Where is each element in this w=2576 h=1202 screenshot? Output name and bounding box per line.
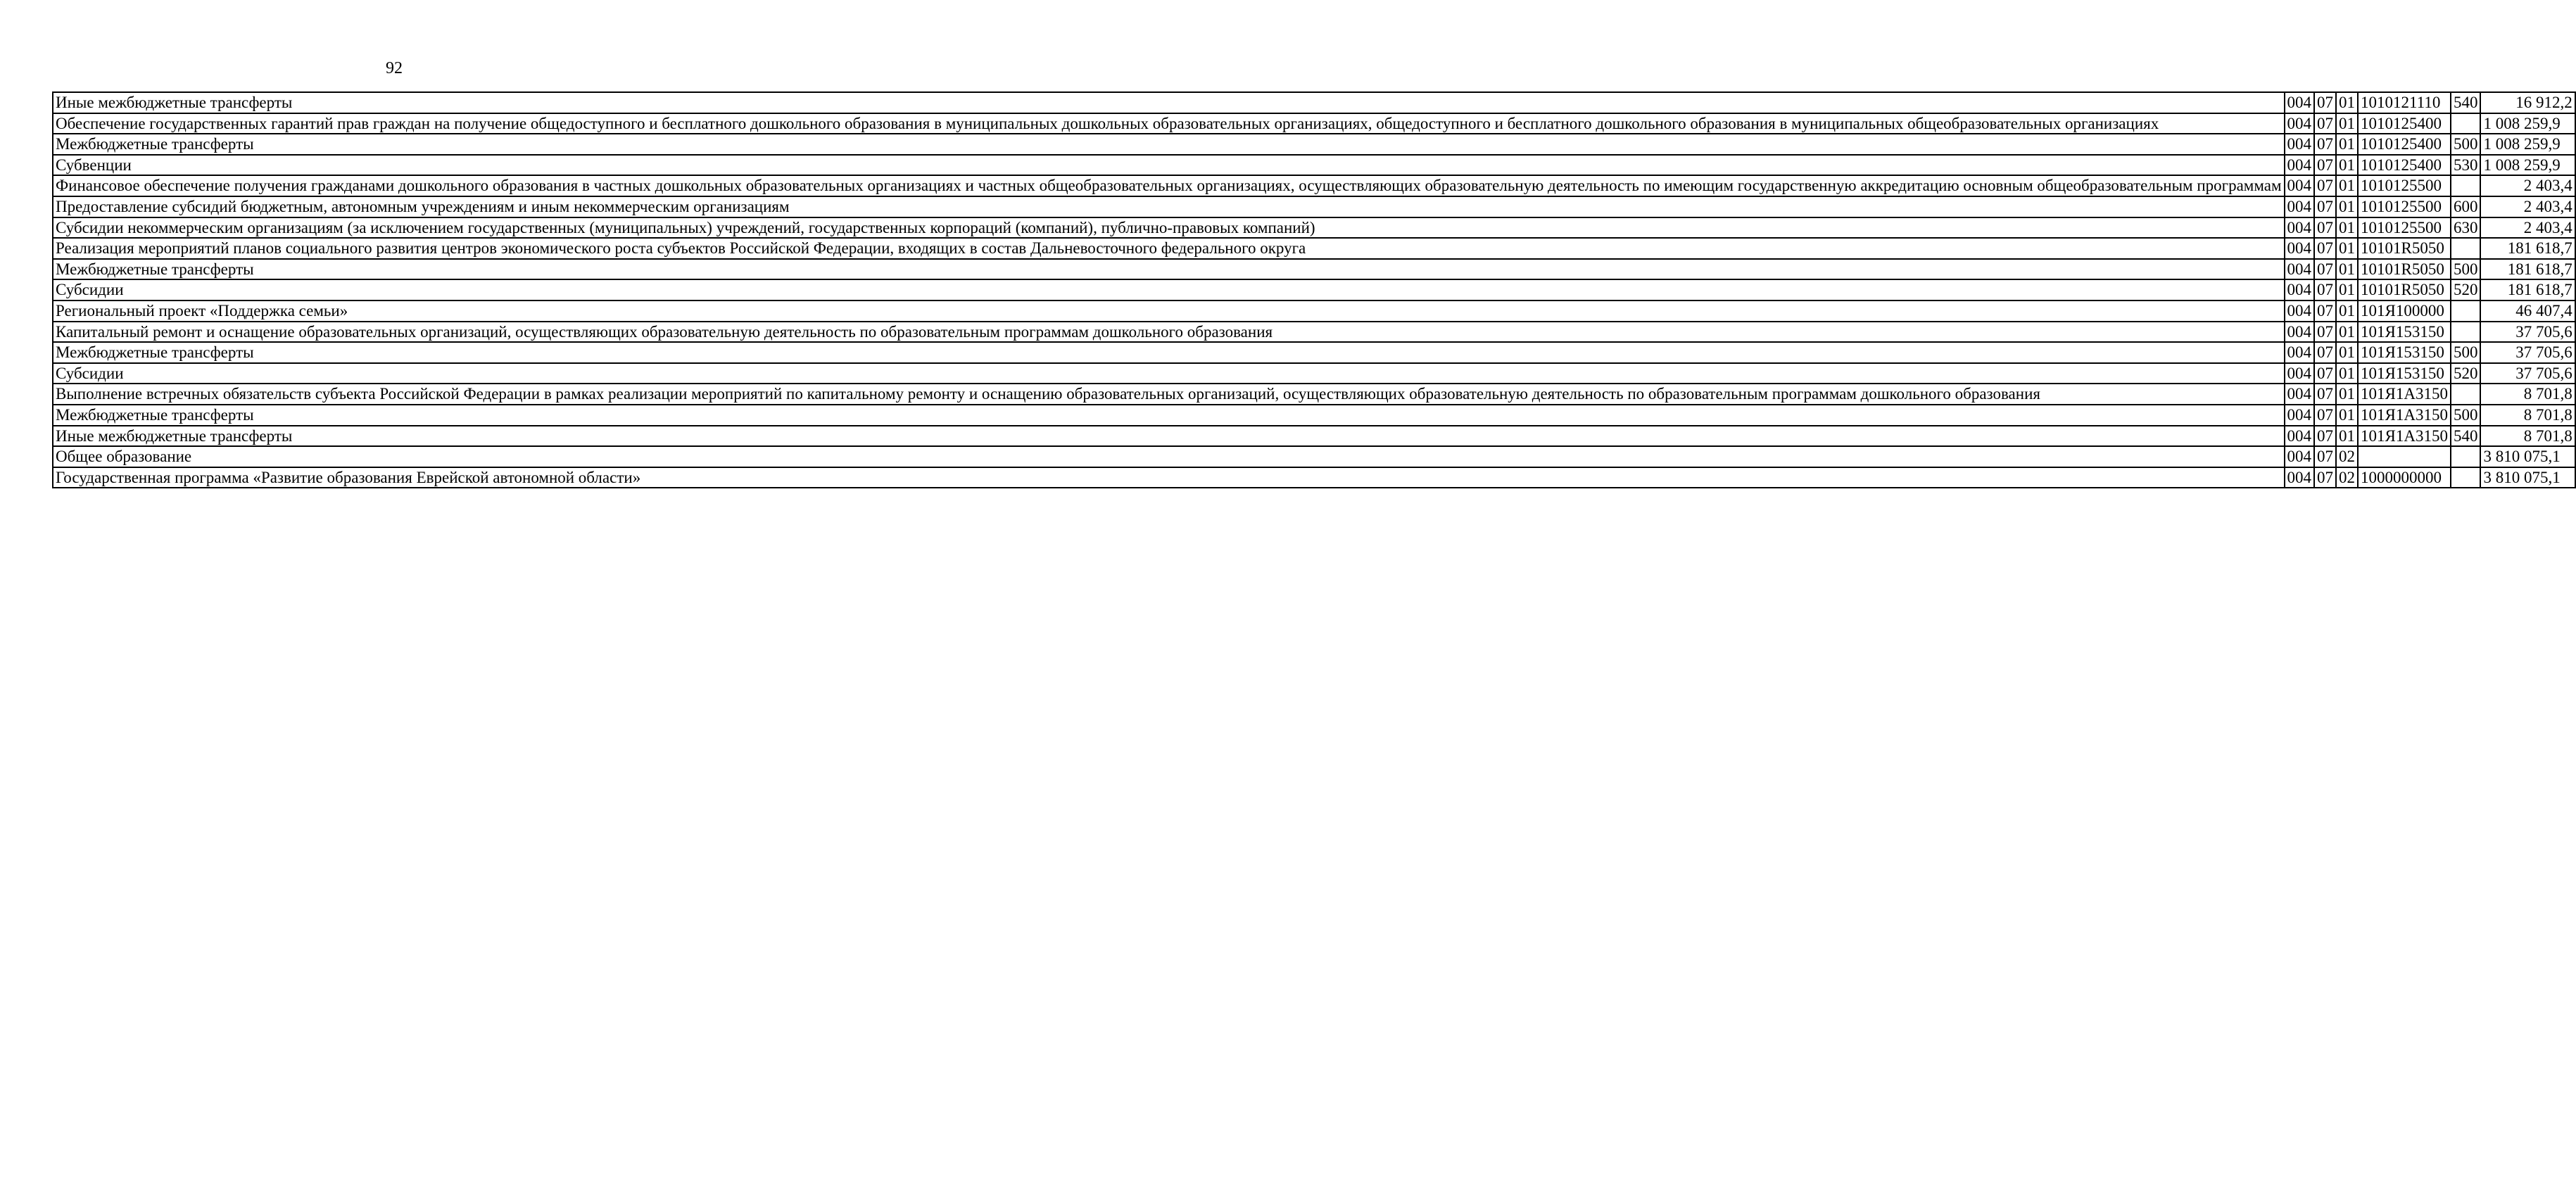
item-name-cell: Реализация мероприятий планов социального развития центров экономического роста субъектов Российской Федерации, входящих в состав Дальневосточного федерального округа [53, 238, 2285, 259]
target-article-cell: 1010125400 [2358, 155, 2451, 176]
table-row [53, 196, 2575, 217]
subsection-code-cell: 01 [2336, 426, 2358, 447]
target-article-cell: 101Я153150 [2358, 363, 2451, 384]
subsection-code-cell: 01 [2336, 155, 2358, 176]
expense-type-cell [2451, 113, 2481, 134]
target-article-cell: 101Я1А3150 [2358, 405, 2451, 426]
expense-type-cell: 500 [2451, 342, 2481, 363]
expense-type-cell [2451, 238, 2481, 259]
table-row [53, 405, 2575, 426]
expense-type-cell: 500 [2451, 405, 2481, 426]
table-row [53, 92, 2575, 113]
target-article-cell: 1010125500 [2358, 217, 2451, 239]
item-name-cell: Выполнение встречных обязательств субъекта Российской Федерации в рамках реализации мероприятий по капитальному ремонту и оснащению образовательных организаций, осуществляющих образовательную деятельность по образовательным программам дошкольного образования [53, 384, 2285, 405]
amount-cell: 2 403,4 [2480, 175, 2575, 196]
target-article-cell [2358, 446, 2451, 467]
amount-cell: 8 701,8 [2480, 405, 2575, 426]
amount-cell: 46 407,4 [2480, 300, 2575, 322]
section-code-cell: 07 [2314, 300, 2336, 322]
subsection-code-cell: 01 [2336, 217, 2358, 239]
subsection-code-cell: 01 [2336, 300, 2358, 322]
ministry-code-cell: 004 [2285, 134, 2315, 155]
amount-cell: 181 618,7 [2480, 238, 2575, 259]
item-name-cell: Государственная программа «Развитие образования Еврейской автономной области» [53, 467, 2285, 488]
expense-type-cell: 530 [2451, 155, 2481, 176]
target-article-cell: 1010121110 [2358, 92, 2451, 113]
page-number: 92 [386, 59, 403, 77]
target-article-cell: 101Я153150 [2358, 342, 2451, 363]
item-name-cell: Межбюджетные трансферты [53, 342, 2285, 363]
subsection-code-cell: 01 [2336, 363, 2358, 384]
subsection-code-cell: 01 [2336, 134, 2358, 155]
section-code-cell: 07 [2314, 113, 2336, 134]
ministry-code-cell: 004 [2285, 259, 2315, 280]
amount-cell: 2 403,4 [2480, 217, 2575, 239]
ministry-code-cell: 004 [2285, 405, 2315, 426]
ministry-code-cell: 004 [2285, 342, 2315, 363]
expense-type-cell: 600 [2451, 196, 2481, 217]
expense-type-cell [2451, 322, 2481, 343]
expense-type-cell [2451, 175, 2481, 196]
ministry-code-cell: 004 [2285, 467, 2315, 488]
item-name-cell: Региональный проект «Поддержка семьи» [53, 300, 2285, 322]
section-code-cell: 07 [2314, 405, 2336, 426]
target-article-cell: 10101R5050 [2358, 238, 2451, 259]
section-code-cell: 07 [2314, 342, 2336, 363]
item-name-cell: Капитальный ремонт и оснащение образовательных организаций, осуществляющих образовательную деятельность по образовательным программам дошкольного образования [53, 322, 2285, 343]
item-name-cell: Межбюджетные трансферты [53, 134, 2285, 155]
ministry-code-cell: 004 [2285, 279, 2315, 300]
section-code-cell: 07 [2314, 175, 2336, 196]
ministry-code-cell: 004 [2285, 322, 2315, 343]
item-name-cell: Субсидии некоммерческим организациям (за исключением государственных (муниципальных) учреждений, государственных корпораций (компаний), публично-правовых компаний) [53, 217, 2285, 239]
section-code-cell: 07 [2314, 134, 2336, 155]
ministry-code-cell: 004 [2285, 363, 2315, 384]
item-name-cell: Финансовое обеспечение получения гражданами дошкольного образования в частных дошкольных образовательных организациях и частных общеобразовательных организациях, осуществляющих образовательную деятельность по имеющим государственную аккредитацию основным общеобразовательным программам [53, 175, 2285, 196]
table-row [53, 300, 2575, 322]
subsection-code-cell: 01 [2336, 279, 2358, 300]
subsection-code-cell: 01 [2336, 92, 2358, 113]
amount-cell: 37 705,6 [2480, 363, 2575, 384]
table-row [53, 279, 2575, 300]
section-code-cell: 07 [2314, 426, 2336, 447]
subsection-code-cell: 01 [2336, 322, 2358, 343]
ministry-code-cell: 004 [2285, 426, 2315, 447]
expense-type-cell [2451, 467, 2481, 488]
section-code-cell: 07 [2314, 217, 2336, 239]
item-name-cell: Предоставление субсидий бюджетным, автономным учреждениям и иным некоммерческим организациям [53, 196, 2285, 217]
ministry-code-cell: 004 [2285, 175, 2315, 196]
item-name-cell: Иные межбюджетные трансферты [53, 426, 2285, 447]
subsection-code-cell: 02 [2336, 446, 2358, 467]
subsection-code-cell: 01 [2336, 196, 2358, 217]
budget-table-body [53, 92, 2575, 488]
amount-cell: 181 618,7 [2480, 259, 2575, 280]
expense-type-cell [2451, 300, 2481, 322]
expense-type-cell: 520 [2451, 363, 2481, 384]
subsection-code-cell: 01 [2336, 238, 2358, 259]
expense-type-cell: 540 [2451, 426, 2481, 447]
table-row [53, 134, 2575, 155]
ministry-code-cell: 004 [2285, 155, 2315, 176]
section-code-cell: 07 [2314, 279, 2336, 300]
target-article-cell: 1000000000 [2358, 467, 2451, 488]
target-article-cell: 101Я100000 [2358, 300, 2451, 322]
amount-cell: 37 705,6 [2480, 322, 2575, 343]
expense-type-cell: 500 [2451, 259, 2481, 280]
section-code-cell: 07 [2314, 384, 2336, 405]
item-name-cell: Общее образование [53, 446, 2285, 467]
target-article-cell: 1010125500 [2358, 196, 2451, 217]
table-row [53, 259, 2575, 280]
table-row [53, 238, 2575, 259]
amount-cell: 1 008 259,9 [2480, 155, 2575, 176]
item-name-cell: Субсидии [53, 363, 2285, 384]
ministry-code-cell: 004 [2285, 238, 2315, 259]
amount-cell: 8 701,8 [2480, 384, 2575, 405]
amount-cell: 3 810 075,1 [2480, 446, 2575, 467]
expense-type-cell: 630 [2451, 217, 2481, 239]
expense-type-cell: 500 [2451, 134, 2481, 155]
target-article-cell: 101Я1А3150 [2358, 426, 2451, 447]
ministry-code-cell: 004 [2285, 92, 2315, 113]
section-code-cell: 07 [2314, 363, 2336, 384]
subsection-code-cell: 01 [2336, 259, 2358, 280]
subsection-code-cell: 01 [2336, 113, 2358, 134]
ministry-code-cell: 004 [2285, 196, 2315, 217]
amount-cell: 1 008 259,9 [2480, 134, 2575, 155]
subsection-code-cell: 02 [2336, 467, 2358, 488]
ministry-code-cell: 004 [2285, 446, 2315, 467]
ministry-code-cell: 004 [2285, 217, 2315, 239]
section-code-cell: 07 [2314, 446, 2336, 467]
section-code-cell: 07 [2314, 92, 2336, 113]
target-article-cell: 101Я1А3150 [2358, 384, 2451, 405]
ministry-code-cell: 004 [2285, 113, 2315, 134]
table-row [53, 446, 2575, 467]
section-code-cell: 07 [2314, 467, 2336, 488]
table-row [53, 342, 2575, 363]
table-row [53, 426, 2575, 447]
table-row [53, 113, 2575, 134]
table-row [53, 155, 2575, 176]
target-article-cell: 1010125500 [2358, 175, 2451, 196]
item-name-cell: Межбюджетные трансферты [53, 405, 2285, 426]
target-article-cell: 1010125400 [2358, 134, 2451, 155]
item-name-cell: Иные межбюджетные трансферты [53, 92, 2285, 113]
table-row [53, 217, 2575, 239]
subsection-code-cell: 01 [2336, 384, 2358, 405]
subsection-code-cell: 01 [2336, 342, 2358, 363]
item-name-cell: Обеспечение государственных гарантий прав граждан на получение общедоступного и бесплатного дошкольного образования в муниципальных дошкольных образовательных организациях, общедоступного и бесплатного дошкольного образования в муниципальных общеобразовательных организациях [53, 113, 2285, 134]
table-row [53, 322, 2575, 343]
table-row [53, 467, 2575, 488]
amount-cell: 2 403,4 [2480, 196, 2575, 217]
table-row [53, 175, 2575, 196]
amount-cell: 8 701,8 [2480, 426, 2575, 447]
ministry-code-cell: 004 [2285, 384, 2315, 405]
item-name-cell: Межбюджетные трансферты [53, 259, 2285, 280]
amount-cell: 3 810 075,1 [2480, 467, 2575, 488]
expense-type-cell: 520 [2451, 279, 2481, 300]
table-row [53, 384, 2575, 405]
subsection-code-cell: 01 [2336, 175, 2358, 196]
target-article-cell: 10101R5050 [2358, 279, 2451, 300]
section-code-cell: 07 [2314, 238, 2336, 259]
budget-table [52, 91, 2576, 488]
amount-cell: 16 912,2 [2480, 92, 2575, 113]
section-code-cell: 07 [2314, 322, 2336, 343]
expense-type-cell: 540 [2451, 92, 2481, 113]
subsection-code-cell: 01 [2336, 405, 2358, 426]
target-article-cell: 10101R5050 [2358, 259, 2451, 280]
amount-cell: 37 705,6 [2480, 342, 2575, 363]
target-article-cell: 1010125400 [2358, 113, 2451, 134]
section-code-cell: 07 [2314, 155, 2336, 176]
item-name-cell: Субвенции [53, 155, 2285, 176]
ministry-code-cell: 004 [2285, 300, 2315, 322]
section-code-cell: 07 [2314, 259, 2336, 280]
table-row [53, 363, 2575, 384]
amount-cell: 181 618,7 [2480, 279, 2575, 300]
item-name-cell: Субсидии [53, 279, 2285, 300]
target-article-cell: 101Я153150 [2358, 322, 2451, 343]
amount-cell: 1 008 259,9 [2480, 113, 2575, 134]
expense-type-cell [2451, 446, 2481, 467]
expense-type-cell [2451, 384, 2481, 405]
section-code-cell: 07 [2314, 196, 2336, 217]
